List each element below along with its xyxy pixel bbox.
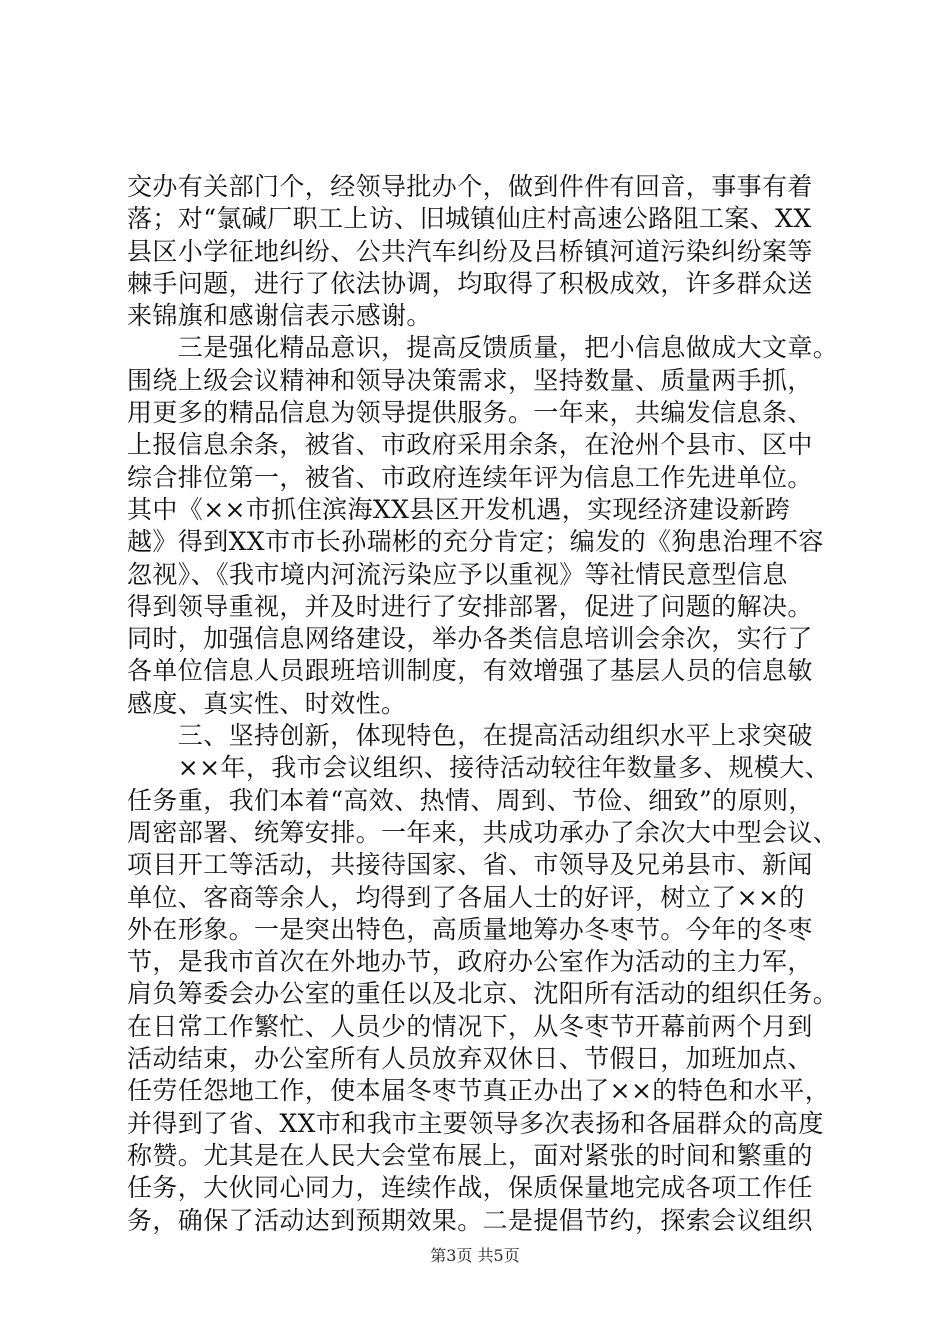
page-number-footer: 第3页 共5页 (430, 1246, 520, 1265)
text-line: 称赞。尤其是在人民大会堂布展上，面对紧张的时间和繁重的 (127, 1140, 813, 1170)
body-text (127, 171, 839, 1237)
text-line: 外在形象。一是突出特色，高质量地筹办冬枣节。今年的冬枣 (127, 914, 813, 944)
text-line: 落；对“氯碱厂职工上访、旧城镇仙庄村高速公路阻工案、XX (127, 204, 812, 234)
text-line: 肩负筹委会办公室的重任以及北京、沈阳所有活动的组织任务。 (127, 979, 839, 1009)
text-line: 越》得到XX市市长孙瑞彬的充分肯定；编发的《狗患治理不容 (127, 527, 824, 557)
section-heading: 三、坚持创新，体现特色，在提高活动组织水平上求突破 (127, 721, 813, 751)
text-line: 在日常工作繁忙、人员少的情况下，从冬枣节开幕前两个月到 (127, 1011, 813, 1041)
text-line: 综合排位第一，被省、市政府连续年评为信息工作先进单位。 (127, 462, 813, 492)
text-line: 三是强化精品意识，提高反馈质量，把小信息做成大文章。 (127, 333, 839, 363)
text-line: 交办有关部门个，经领导批办个，做到件件有回音，事事有着 (127, 172, 813, 201)
text-line: 棘手问题，进行了依法协调，均取得了积极成效，许多群众送 (127, 268, 813, 298)
text-line: 各单位信息人员跟班培训制度，有效增强了基层人员的信息敏 (127, 656, 813, 686)
text-line: 务，确保了活动达到预期效果。二是提倡节约，探索会议组织 (127, 1205, 813, 1235)
text-line: ××年，我市会议组织、接待活动较往年数量多、规模大、 (127, 753, 831, 783)
text-line: 单位、客商等余人，均得到了各届人士的好评，树立了××的 (127, 882, 805, 912)
text-line: 节，是我市首次在外地办节，政府办公室作为活动的主力军， (127, 947, 813, 977)
text-line: 县区小学征地纠纷、公共汽车纠纷及吕桥镇河道污染纠纷案等 (127, 236, 813, 266)
text-line: 项目开工等活动，共接待国家、省、市领导及兄弟县市、新闻 (127, 850, 813, 880)
text-line: 任务重，我们本着“高效、热情、周到、节俭、细致”的原则， (127, 785, 814, 815)
text-line: 并得到了省、XX市和我市主要领导多次表扬和各届群众的高度 (127, 1108, 824, 1138)
text-line: 来锦旗和感谢信表示感谢。 (127, 301, 432, 331)
text-line: 感度、真实性、时效性。 (127, 688, 407, 718)
text-line: 任劳任怨地工作，使本届冬枣节真正办出了××的特色和水平， (127, 1076, 831, 1106)
text-line: 活动结束，办公室所有人员放弃双休日、节假日，加班加点、 (127, 1044, 813, 1074)
text-line: 上报信息余条，被省、市政府采用余条，在沧州个县市、区中 (127, 430, 813, 460)
text-line: 周密部署、统筹安排。一年来，共成功承办了余次大中型会议、 (127, 817, 839, 847)
text-line: 同时，加强信息网络建设，举办各类信息培训会余次，实行了 (127, 624, 813, 654)
text-line: 得到领导重视，并及时进行了安排部署，促进了问题的解决。 (127, 591, 813, 621)
text-line: 任务，大伙同心同力，连续作战，保质保量地完成各项工作任 (127, 1173, 813, 1203)
text-line: 用更多的精品信息为领导提供服务。一年来，共编发信息条、 (127, 398, 813, 428)
text-line: 围绕上级会议精神和领导决策需求，坚持数量、质量两手抓， (127, 365, 813, 395)
text-line: 其中《××市抓住滨海XX县区开发机遇，实现经济建设新跨 (127, 494, 791, 524)
text-line: 忽视》、《我市境内河流污染应予以重视》等社情民意型信息 (127, 559, 788, 589)
